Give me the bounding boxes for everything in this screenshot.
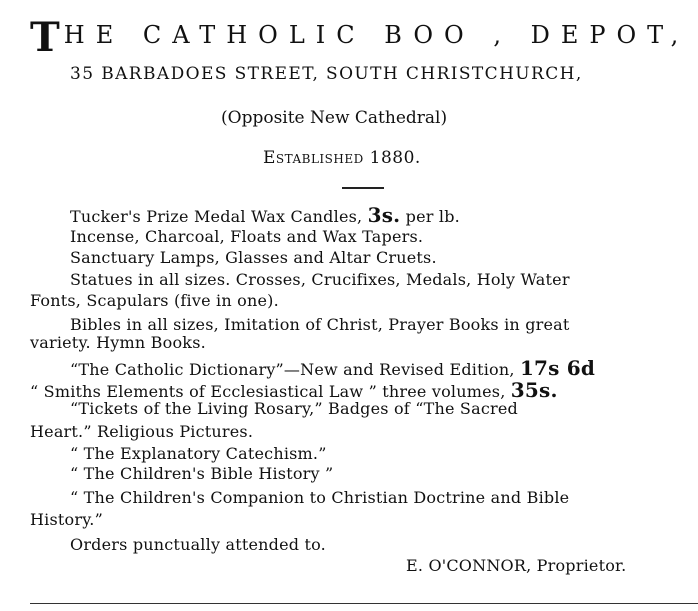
title-rest: HE CATHOLIC BOO , DEPOT, [63, 21, 690, 49]
body-line-catechism: “ The Explanatory Catechism.” [70, 444, 327, 463]
candles-price: 3s. [367, 203, 401, 227]
body-line-heart: Heart.” Religious Pictures. [30, 422, 254, 441]
body-line-bibles: Bibles in all sizes, Imitation of Christ, Prayer Books in great [70, 315, 570, 334]
law-price: 35s. [510, 378, 558, 402]
candles-text: Tucker's Prize Medal Wax Candles, [70, 207, 368, 226]
dictionary-price: 17s 6d [519, 356, 596, 380]
body-line-bible-history: “ The Children's Bible History ” [70, 464, 334, 483]
opposite-line: (Opposite New Cathedral) [221, 108, 448, 128]
established-line: Established 1880. [263, 148, 421, 168]
body-line-tickets: “Tickets of the Living Rosary,” Badges of “The Sacred [70, 399, 518, 418]
title-initial: T [30, 14, 60, 61]
body-line-variety: variety. Hymn Books. [30, 333, 206, 352]
body-line-incense: Incense, Charcoal, Floats and Wax Tapers. [70, 227, 424, 246]
bottom-divider [30, 603, 698, 604]
page-title [30, 14, 690, 61]
body-line-dictionary [70, 358, 595, 378]
candles-unit: per lb. [400, 207, 460, 226]
body-line-candles [70, 205, 460, 225]
body-line-orders: Orders punctually attended to. [70, 535, 326, 554]
body-line-law [30, 380, 558, 400]
address-line: 35 BARBADOES STREET, SOUTH CHRISTCHURCH, [70, 64, 583, 84]
dictionary-text: “The Catholic Dictionary”—New and Revised Edition, [70, 360, 520, 379]
law-text: “ Smiths Elements of Ecclesiastical Law ” three volumes, [30, 382, 511, 401]
proprietor-signature: E. O'CONNOR, Proprietor. [406, 556, 627, 575]
body-line-statues: Statues in all sizes. Crosses, Crucifixes, Medals, Holy Water [70, 270, 570, 289]
body-line-history: History.” [30, 510, 103, 529]
body-line-fonts: Fonts, Scapulars (five in one). [30, 291, 279, 310]
body-line-lamps: Sanctuary Lamps, Glasses and Altar Cruets. [70, 248, 437, 267]
short-divider [342, 187, 384, 189]
body-line-companion: “ The Children's Companion to Christian Doctrine and Bible [70, 488, 570, 507]
